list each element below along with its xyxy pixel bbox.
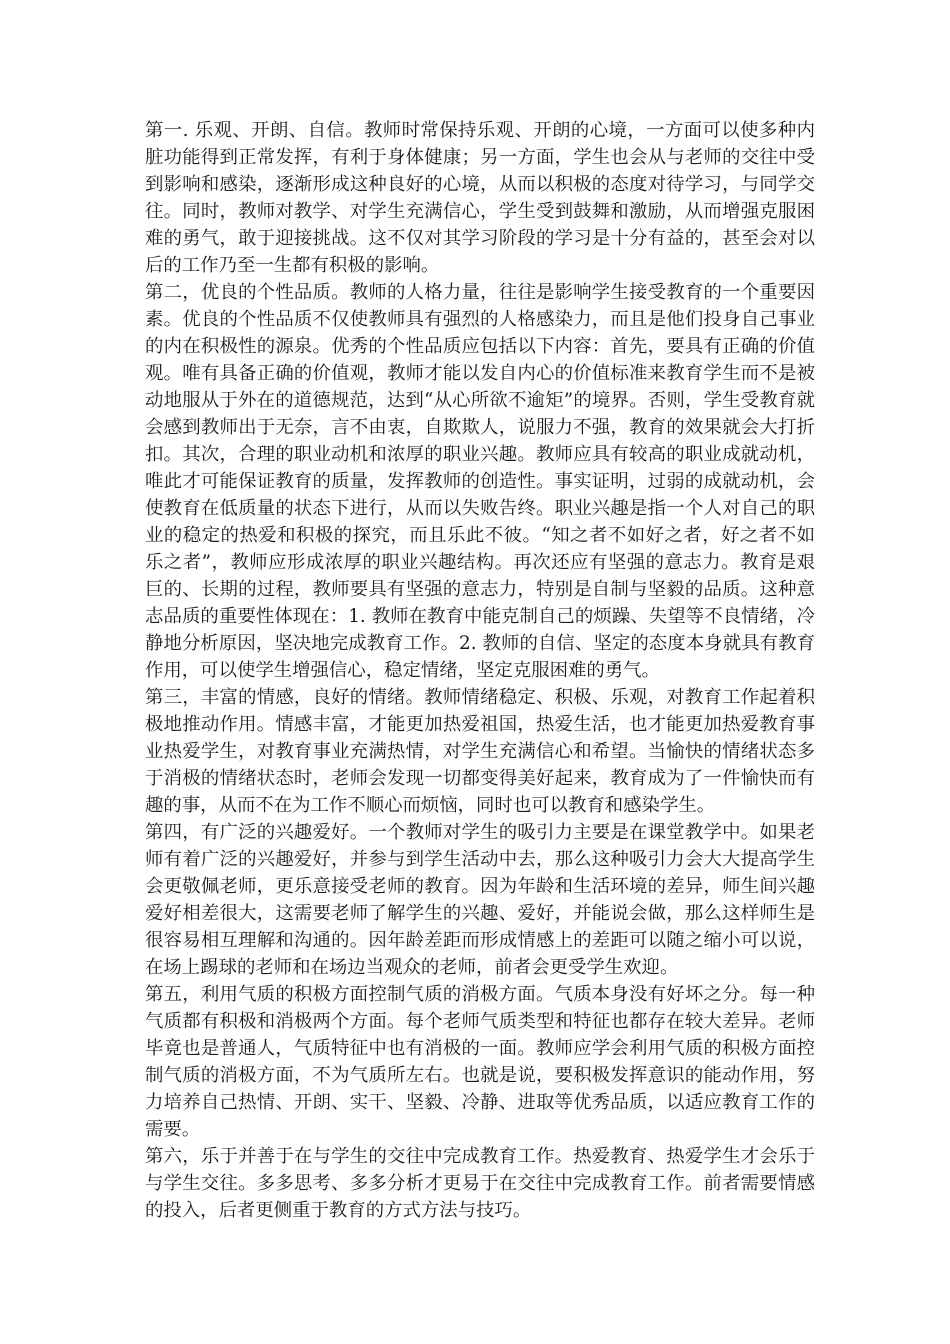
paragraph-personality: 第二，优良的个性品质。教师的人格力量，往往是影响学生接受教育的一个重要因素。优良的个性品质不仅使教师具有强烈的人格感染力，而且是他们投身自己事业的内在积极性的源泉。优秀的个性品质应包括以下内容：首先，要具有正确的价值观。唯有具备正确的价值观，教师才能以发自内心的价值标准来教育学生而不是被动地服从于外在的道德规范，达到“从心所欲不逾矩”的境界。否则，学生受教育就会感到教师出于无奈，言不由衷，自欺欺人，说服力不强，教育的效果就会大打折扣。其次，合理的职业动机和浓厚的职业兴趣。教师应具有较高的职业成就动机，唯此才可能保证教育的质量，发挥教师的创造性。事实证明，过弱的成就动机，会使教育在低质量的状态下进行，从而以失败告终。职业兴趣是指一个人对自己的职业的稳定的热爱和积极的探究，而且乐此不彼。“知之者不如好之者，好之者不如乐之者”，教师应形成浓厚的职业兴趣结构。再次还应有坚强的意志力。教育是艰巨的、长期的过程，教师要具有坚强的意志力，特别是自制与坚毅的品质。这种意志品质的重要性体现在：1. 教师在教育中能克制自己的烦躁、失望等不良情绪，冷静地分析原因，坚决地完成教育工作。2. 教师的自信、坚定的态度本身就具有教育作用，可以使学生增强信心，稳定情绪，坚定克服困难的勇气。: [145, 282, 815, 681]
paragraph-communication: 第六，乐于并善于在与学生的交往中完成教育工作。热爱教育、热爱学生才会乐于与学生交往。多多思考、多多分析才更易于在交往中完成教育工作。前者需要情感的投入，后者更侧重于教育的方式方法与技巧。: [145, 1146, 815, 1221]
document-page: [145, 117, 815, 1224]
paragraph-interests: 第四，有广泛的兴趣爱好。一个教师对学生的吸引力主要是在课堂教学中。如果老师有着广泛的兴趣爱好，并参与到学生活动中去，那么这种吸引力会大大提高学生会更敬佩老师，更乐意接受老师的教育。因为年龄和生活环境的差异，师生间兴趣爱好相差很大，这需要老师了解学生的兴趣、爱好，并能说会做，那么这样师生是很容易相互理解和沟通的。因年龄差距而形成情感上的差距可以随之缩小可以说，在场上踢球的老师和在场边当观众的老师，前者会更受学生欢迎。: [145, 822, 815, 978]
paragraph-optimism: 第一. 乐观、开朗、自信。教师时常保持乐观、开朗的心境，一方面可以使多种内脏功能得到正常发挥，有利于身体健康；另一方面，学生也会从与老师的交往中受到影响和感染，逐渐形成这种良好的心境，从而以积极的态度对待学习，与同学交往。同时，教师对教学、对学生充满信心，学生受到鼓舞和激励，从而增强克服困难的勇气，敢于迎接挑战。这不仅对其学习阶段的学习是十分有益的，甚至会对以后的工作乃至一生都有积极的影响。: [145, 120, 815, 276]
paragraph-temperament: 第五，利用气质的积极方面控制气质的消极方面。气质本身没有好坏之分。每一种气质都有积极和消极两个方面。每个老师气质类型和特征也都存在较大差异。老师毕竟也是普通人，气质特征中也有消极的一面。教师应学会利用气质的积极方面控制气质的消极方面，不为气质所左右。也就是说，要积极发挥意识的能动作用，努力培养自己热情、开朗、实干、坚毅、冷静、进取等优秀品质，以适应教育工作的需要。: [145, 984, 815, 1140]
paragraph-emotion: 第三，丰富的情感，良好的情绪。教师情绪稳定、积极、乐观，对教育工作起着积极地推动作用。情感丰富，才能更加热爱祖国，热爱生活，也才能更加热爱教育事业热爱学生，对教育事业充满热情，对学生充满信心和希望。当愉快的情绪状态多于消极的情绪状态时，老师会发现一切都变得美好起来，教育成为了一件愉快而有趣的事，从而不在为工作不顺心而烦恼，同时也可以教育和感染学生。: [145, 687, 815, 816]
